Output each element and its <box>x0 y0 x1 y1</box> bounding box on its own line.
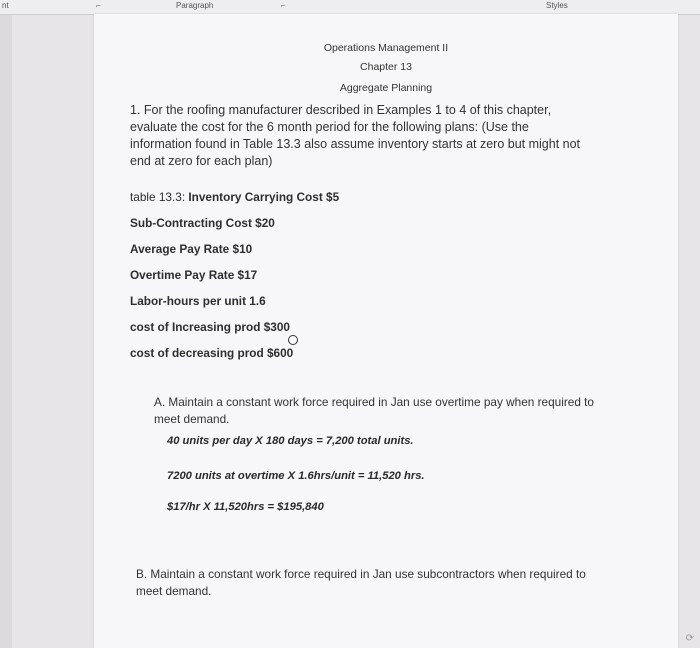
decrease-cost: cost of decreasing prod $600 <box>130 346 294 360</box>
calc-hours: 7200 units at overtime X 1.6hrs/unit = 11,520 hrs. <box>167 470 425 482</box>
styles-group-label: Styles <box>546 1 568 10</box>
overtime-pay: Overtime Pay Rate $17 <box>130 268 258 282</box>
inventory-cost: Inventory Carrying Cost $5 <box>188 190 340 204</box>
question-text: 1. For the roofing manufacturer described in Examples 1 to 4 of this chapter, evaluate the cost for the 6 month period for the following plans: (Use the information found in Table 13.3 also assume inventory starts at zero but might not end at zero for each plan) <box>130 103 581 168</box>
labor-hours: Labor-hours per unit 1.6 <box>130 294 266 308</box>
paragraph-launcher-icon[interactable]: ⌐ <box>281 1 286 10</box>
subcontract-cost: Sub-Contracting Cost $20 <box>130 216 275 230</box>
word-ribbon <box>0 0 700 15</box>
increase-cost: cost of Increasing prod $300 <box>130 320 290 334</box>
mouse-cursor-icon <box>288 335 298 345</box>
document-page[interactable] <box>94 14 678 648</box>
chapter-title: Chapter 13 <box>360 61 412 73</box>
table-prefix: table 13.3: <box>130 190 189 204</box>
window-left-edge <box>0 0 12 648</box>
paragraph-group-label: Paragraph <box>176 1 214 10</box>
calc-units: 40 units per day X 180 days = 7,200 total units. <box>167 435 414 447</box>
calc-cost: $17/hr X 11,520hrs = $195,840 <box>167 501 324 513</box>
plan-a-text: A. Maintain a constant work force required in Jan use overtime pay when required to meet demand. <box>154 395 594 426</box>
average-pay: Average Pay Rate $10 <box>130 242 253 256</box>
topic-title: Aggregate Planning <box>339 82 433 94</box>
plan-b-text: B. Maintain a constant work force required in Jan use subcontractors when required to meet demand. <box>136 567 586 598</box>
table-line <box>130 190 339 204</box>
ribbon-left-mark: nt <box>2 1 9 10</box>
corner-mark: ⟳ <box>685 633 694 644</box>
course-title: Operations Management II <box>323 42 449 54</box>
dialog-launcher-icon[interactable]: ⌐ <box>96 1 101 10</box>
